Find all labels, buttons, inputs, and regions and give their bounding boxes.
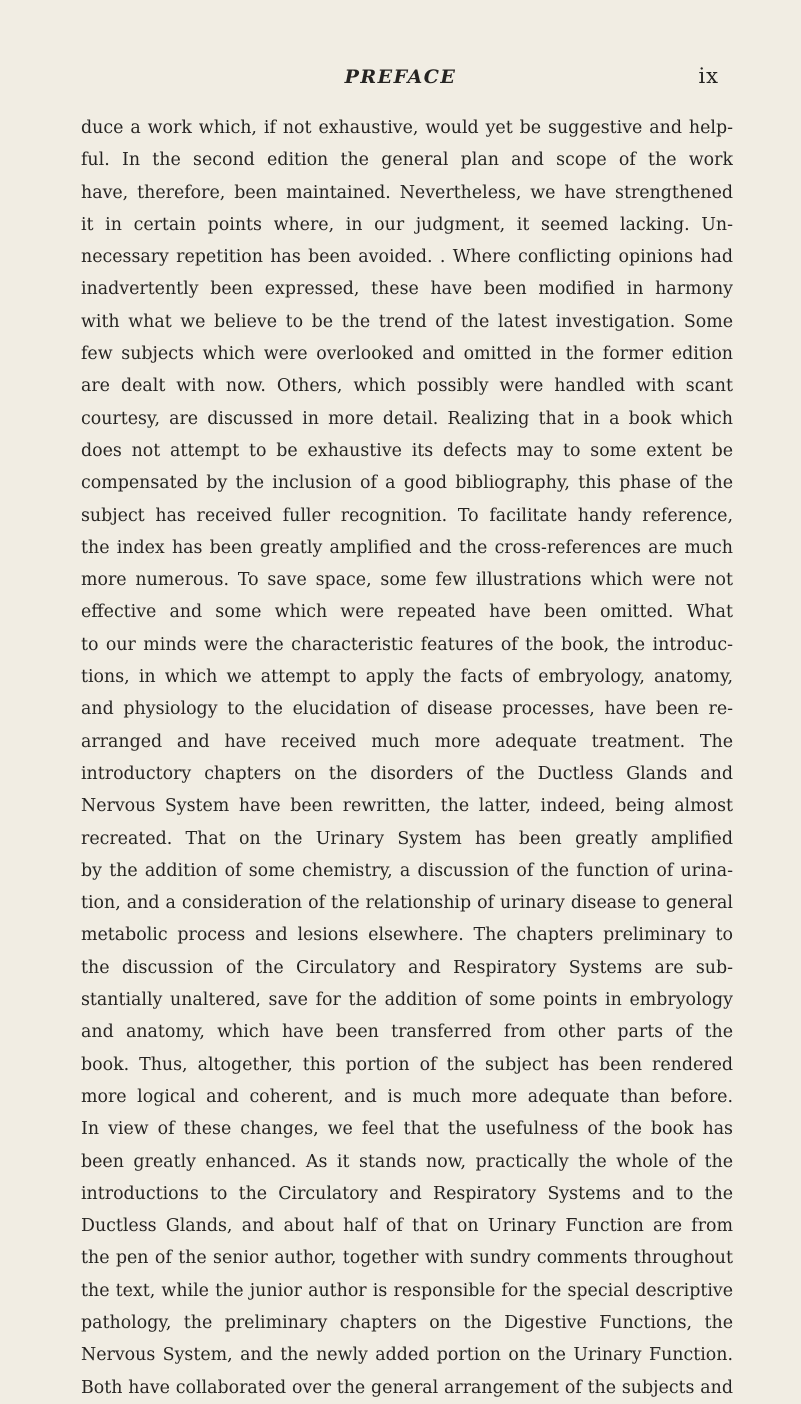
text-line: been greatly enhanced. As it stands now, practically the whole of the: [81, 1151, 733, 1172]
text-line: pathology, the preliminary chapters on the Digestive Functions, the: [81, 1312, 733, 1333]
text-line: it in certain points where, in our judgment, it seemed lacking. Un-: [81, 214, 733, 235]
text-line: are dealt with now. Others, which possibly were handled with scant: [81, 376, 733, 397]
text-line: recreated. That on the Urinary System has been greatly amplified: [81, 828, 733, 849]
text-line: Ductless Glands, and about half of that on Urinary Function are from: [81, 1216, 733, 1237]
text-line: with what we believe to be the trend of the latest investigation. Some: [81, 311, 733, 332]
text-line: introductions to the Circulatory and Respiratory Systems and to the: [81, 1183, 733, 1204]
text-line: ful. In the second edition the general plan and scope of the work: [81, 150, 733, 171]
text-line: more logical and coherent, and is much more adequate than before.: [81, 1086, 733, 1107]
text-line: compensated by the inclusion of a good bibliography, this phase of the: [81, 473, 733, 494]
text-line: the discussion of the Circulatory and Respiratory Systems are sub-: [81, 957, 733, 978]
text-line: by the addition of some chemistry, a discussion of the function of urina-: [81, 860, 733, 881]
running-title: PREFACE: [344, 66, 457, 88]
text-line: does not attempt to be exhaustive its defects may to some extent be: [81, 440, 733, 461]
text-line: necessary repetition has been avoided. . Where conflicting opinions had: [81, 247, 733, 268]
text-line: stantially unaltered, save for the addition of some points in embryology: [81, 990, 733, 1011]
text-line: more numerous. To save space, some few illustrations which were not: [81, 570, 733, 591]
page-number: ix: [698, 64, 719, 88]
body-text: [81, 112, 733, 1404]
text-line: inadvertently been expressed, these have been modified in harmony: [81, 279, 733, 300]
text-line: Both have collaborated over the general arrangement of the subjects and: [81, 1377, 733, 1398]
text-line: and anatomy, which have been transferred from other parts of the: [81, 1022, 733, 1043]
text-line: the index has been greatly amplified and the cross-references are much: [81, 537, 733, 558]
text-line: metabolic process and lesions elsewhere. The chapters preliminary to: [81, 925, 733, 946]
text-line: tions, in which we attempt to apply the facts of embryology, anatomy,: [81, 667, 733, 688]
text-line: tion, and a consideration of the relationship of urinary disease to general: [81, 893, 733, 914]
text-line: and physiology to the elucidation of disease processes, have been re-: [81, 699, 733, 720]
text-line: to our minds were the characteristic features of the book, the introduc-: [81, 634, 733, 655]
text-line: introductory chapters on the disorders of the Ductless Glands and: [81, 763, 733, 784]
text-line: Nervous System have been rewritten, the latter, indeed, being almost: [81, 796, 733, 817]
text-line: few subjects which were overlooked and omitted in the former edition: [81, 344, 733, 365]
text-line: duce a work which, if not exhaustive, would yet be suggestive and help-: [81, 118, 733, 138]
text-line: book. Thus, altogether, this portion of the subject has been rendered: [81, 1054, 733, 1075]
text-line: the text, while the junior author is responsible for the special descriptive: [81, 1280, 733, 1301]
text-line: arranged and have received much more adequate treatment. The: [81, 731, 733, 752]
text-line: the pen of the senior author, together with sundry comments throughout: [81, 1248, 733, 1269]
text-line: In view of these changes, we feel that the usefulness of the book has: [81, 1119, 733, 1140]
text-line: courtesy, are discussed in more detail. Realizing that in a book which: [81, 408, 733, 429]
text-line: have, therefore, been maintained. Nevertheless, we have strengthened: [81, 182, 733, 203]
text-line: Nervous System, and the newly added portion on the Urinary Function.: [81, 1345, 733, 1366]
text-line: effective and some which were repeated have been omitted. What: [81, 602, 733, 623]
text-line: subject has received fuller recognition. To facilitate handy reference,: [81, 505, 733, 526]
running-head: [0, 64, 801, 94]
